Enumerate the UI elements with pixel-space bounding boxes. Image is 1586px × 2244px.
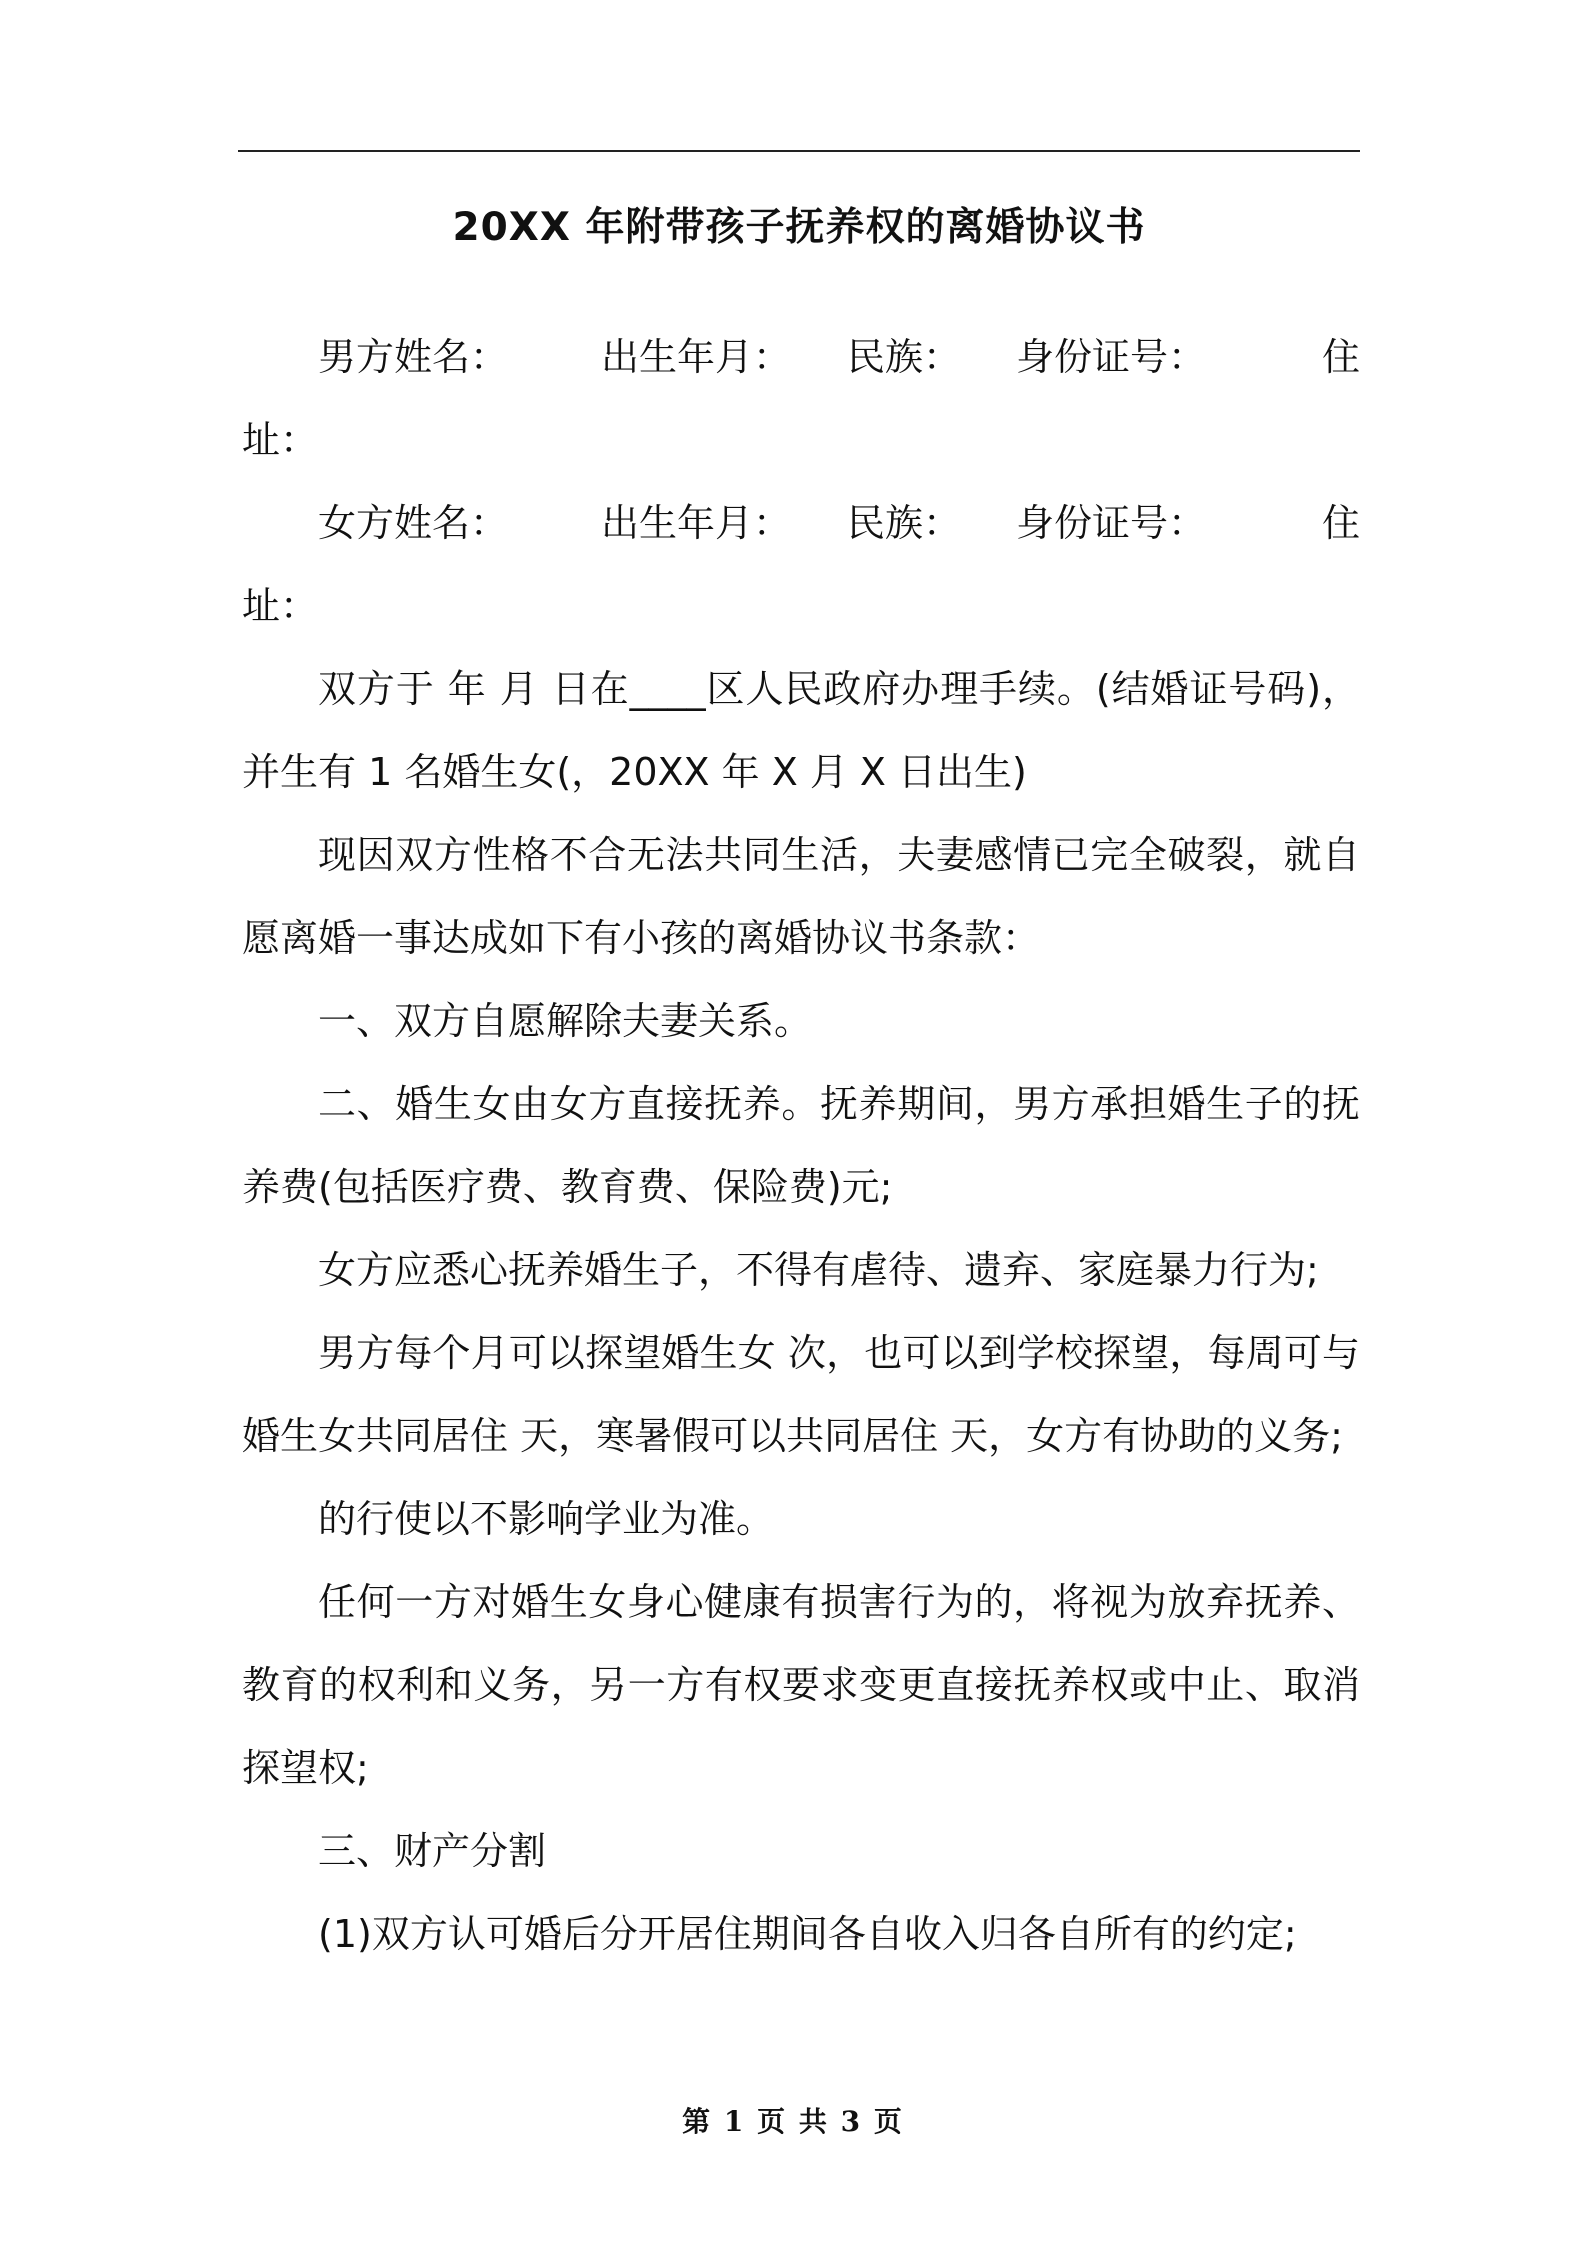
male-name-label: 男方姓名： xyxy=(318,335,509,379)
property-item-one: (1)双方认可婚后分开居住期间各自收入归各自所有的约定; xyxy=(318,1912,1297,1956)
male-address-label-end: 址： xyxy=(242,418,319,462)
document-title: 20XX 年附带孩子抚养权的离婚协议书 xyxy=(452,205,1146,250)
clause-three-heading: 三、财产分割 xyxy=(318,1829,547,1873)
custody-duty-paragraph: 女方应悉心抚养婚生子，不得有虐待、遗弃、家庭暴力行为; xyxy=(318,1248,1319,1292)
visitation-paragraph: 男方每个月可以探望婚生女 次，也可以到学校探望，每周可与婚生女共同居住 天，寒暑假可以共同居住 天，女方有协助的义务; xyxy=(242,1331,1360,1458)
clause-two-custody: 二、婚生女由女方直接抚养。抚养期间，男方承担婚生子的抚养费(包括医疗费、教育费、保险费)元; xyxy=(242,1082,1360,1209)
female-party-info xyxy=(242,482,1360,565)
harm-clause-paragraph: 任何一方对婚生女身心健康有损害行为的，将视为放弃抚养、教育的权利和义务，另一方有权要求变更直接抚养权或中止、取消探望权; xyxy=(242,1580,1360,1790)
page-indicator: 第 1 页 共 3 页 xyxy=(682,2105,904,2138)
male-id-label: 身份证号： xyxy=(1016,335,1207,379)
female-address-label-start: 住 xyxy=(1321,501,1360,545)
female-address-label-end: 址： xyxy=(242,584,319,628)
visitation-condition-paragraph: 的行使以不影响学业为准。 xyxy=(318,1497,775,1541)
male-ethnicity-label: 民族： xyxy=(847,335,962,379)
divorce-reason-paragraph: 现因双方性格不合无法共同生活，夫妻感情已完全破裂，就自愿离婚一事达成如下有小孩的离婚协议书条款： xyxy=(242,833,1360,960)
female-ethnicity-label: 民族： xyxy=(847,501,962,545)
male-party-info xyxy=(242,316,1360,399)
header-rule xyxy=(238,150,1360,152)
marriage-info-paragraph: 双方于 年 月 日在____区人民政府办理手续。(结婚证号码)，并生有 1 名婚生女(，20XX 年 X 月 X 日出生) xyxy=(242,667,1360,794)
female-id-label: 身份证号： xyxy=(1016,501,1207,545)
male-address-label-start: 住 xyxy=(1321,335,1360,379)
female-birth-label: 出生年月： xyxy=(601,501,792,545)
male-birth-label: 出生年月： xyxy=(601,335,792,379)
clause-one: 一、双方自愿解除夫妻关系。 xyxy=(318,999,813,1043)
female-name-label: 女方姓名： xyxy=(318,501,509,545)
document-body xyxy=(242,316,1360,1976)
